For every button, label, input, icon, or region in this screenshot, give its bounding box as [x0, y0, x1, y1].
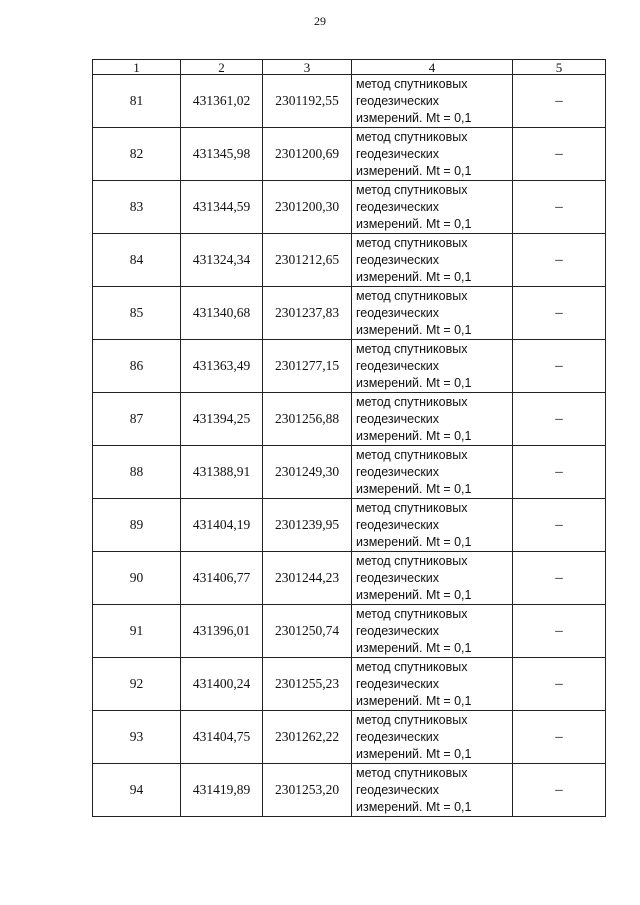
method-line: метод спутниковых	[356, 659, 468, 674]
point-number-cell: 84	[93, 234, 181, 287]
coordinate-y-cell: 2301200,69	[263, 128, 352, 181]
method-line: измерений. Mt = 0,1	[356, 375, 472, 390]
method-cell	[352, 499, 513, 552]
coordinate-y-cell: 2301250,74	[263, 605, 352, 658]
method-line: метод спутниковых	[356, 76, 468, 91]
method-line: геодезических	[356, 305, 440, 320]
note-cell: –	[513, 234, 606, 287]
note-cell: –	[513, 75, 606, 128]
coordinate-x-cell: 431419,89	[181, 764, 263, 817]
table-row	[93, 128, 606, 181]
coordinate-x-cell: 431394,25	[181, 393, 263, 446]
coordinate-y-cell: 2301255,23	[263, 658, 352, 711]
method-cell	[352, 605, 513, 658]
point-number-cell: 86	[93, 340, 181, 393]
coordinate-x-cell: 431345,98	[181, 128, 263, 181]
point-number-cell: 93	[93, 711, 181, 764]
method-cell	[352, 75, 513, 128]
method-cell	[352, 446, 513, 499]
method-cell	[352, 181, 513, 234]
method-line: метод спутниковых	[356, 712, 468, 727]
coordinate-y-cell: 2301212,65	[263, 234, 352, 287]
table-row	[93, 181, 606, 234]
method-line: геодезических	[356, 782, 440, 797]
method-line: измерений. Mt = 0,1	[356, 693, 472, 708]
column-header-5: 5	[513, 60, 606, 75]
coordinate-y-cell: 2301239,95	[263, 499, 352, 552]
method-line: измерений. Mt = 0,1	[356, 269, 472, 284]
column-header-3: 3	[263, 60, 352, 75]
method-line: метод спутниковых	[356, 606, 468, 621]
column-header-1: 1	[93, 60, 181, 75]
method-line: измерений. Mt = 0,1	[356, 428, 472, 443]
note-cell: –	[513, 128, 606, 181]
table-body	[93, 75, 606, 817]
method-line: геодезических	[356, 676, 440, 691]
coordinate-x-cell: 431404,19	[181, 499, 263, 552]
coordinate-y-cell: 2301256,88	[263, 393, 352, 446]
method-line: геодезических	[356, 146, 440, 161]
note-cell: –	[513, 552, 606, 605]
method-line: метод спутниковых	[356, 447, 468, 462]
point-number-cell: 88	[93, 446, 181, 499]
coordinate-y-cell: 2301192,55	[263, 75, 352, 128]
method-line: геодезических	[356, 411, 440, 426]
point-number-cell: 91	[93, 605, 181, 658]
method-cell	[352, 340, 513, 393]
coordinate-x-cell: 431388,91	[181, 446, 263, 499]
method-line: геодезических	[356, 252, 440, 267]
coordinate-x-cell: 431396,01	[181, 605, 263, 658]
table-row	[93, 393, 606, 446]
note-cell: –	[513, 711, 606, 764]
method-line: геодезических	[356, 93, 440, 108]
method-line: геодезических	[356, 199, 440, 214]
coordinate-x-cell: 431340,68	[181, 287, 263, 340]
method-cell	[352, 234, 513, 287]
method-line: геодезических	[356, 623, 440, 638]
note-cell: –	[513, 181, 606, 234]
point-number-cell: 90	[93, 552, 181, 605]
point-number-cell: 92	[93, 658, 181, 711]
coordinate-y-cell: 2301237,83	[263, 287, 352, 340]
method-line: измерений. Mt = 0,1	[356, 746, 472, 761]
method-line: метод спутниковых	[356, 765, 468, 780]
point-number-cell: 81	[93, 75, 181, 128]
method-line: измерений. Mt = 0,1	[356, 322, 472, 337]
method-line: измерений. Mt = 0,1	[356, 163, 472, 178]
table-row	[93, 287, 606, 340]
coordinate-y-cell: 2301244,23	[263, 552, 352, 605]
note-cell: –	[513, 764, 606, 817]
coordinate-x-cell: 431361,02	[181, 75, 263, 128]
point-number-cell: 89	[93, 499, 181, 552]
table-row	[93, 764, 606, 817]
coordinate-y-cell: 2301277,15	[263, 340, 352, 393]
table-row	[93, 340, 606, 393]
method-line: геодезических	[356, 570, 440, 585]
method-cell	[352, 711, 513, 764]
coordinate-y-cell: 2301200,30	[263, 181, 352, 234]
coordinates-table	[92, 59, 606, 817]
page-number: 29	[314, 14, 326, 28]
method-line: метод спутниковых	[356, 394, 468, 409]
method-line: измерений. Mt = 0,1	[356, 587, 472, 602]
coordinate-y-cell: 2301253,20	[263, 764, 352, 817]
point-number-cell: 94	[93, 764, 181, 817]
table-row	[93, 75, 606, 128]
note-cell: –	[513, 287, 606, 340]
method-line: геодезических	[356, 464, 440, 479]
coordinate-x-cell: 431344,59	[181, 181, 263, 234]
coordinate-y-cell: 2301262,22	[263, 711, 352, 764]
table-row	[93, 446, 606, 499]
coordinate-x-cell: 431406,77	[181, 552, 263, 605]
point-number-cell: 87	[93, 393, 181, 446]
method-line: измерений. Mt = 0,1	[356, 481, 472, 496]
method-line: метод спутниковых	[356, 182, 468, 197]
table-row	[93, 711, 606, 764]
table-row	[93, 552, 606, 605]
method-line: измерений. Mt = 0,1	[356, 534, 472, 549]
method-cell	[352, 287, 513, 340]
method-line: измерений. Mt = 0,1	[356, 799, 472, 814]
table-row	[93, 658, 606, 711]
method-line: геодезических	[356, 729, 440, 744]
note-cell: –	[513, 499, 606, 552]
method-line: измерений. Mt = 0,1	[356, 640, 472, 655]
point-number-cell: 82	[93, 128, 181, 181]
note-cell: –	[513, 340, 606, 393]
method-line: метод спутниковых	[356, 235, 468, 250]
column-header-4: 4	[352, 60, 513, 75]
method-line: метод спутниковых	[356, 553, 468, 568]
note-cell: –	[513, 658, 606, 711]
coordinate-x-cell: 431404,75	[181, 711, 263, 764]
method-line: измерений. Mt = 0,1	[356, 110, 472, 125]
method-cell	[352, 128, 513, 181]
method-line: геодезических	[356, 358, 440, 373]
table-row	[93, 499, 606, 552]
point-number-cell: 83	[93, 181, 181, 234]
column-header-2: 2	[181, 60, 263, 75]
coordinate-x-cell: 431363,49	[181, 340, 263, 393]
method-line: метод спутниковых	[356, 341, 468, 356]
coordinate-x-cell: 431324,34	[181, 234, 263, 287]
method-line: метод спутниковых	[356, 129, 468, 144]
coordinate-y-cell: 2301249,30	[263, 446, 352, 499]
table-row	[93, 605, 606, 658]
method-cell	[352, 552, 513, 605]
method-line: метод спутниковых	[356, 500, 468, 515]
table-header-row	[93, 60, 606, 75]
method-cell	[352, 658, 513, 711]
method-cell	[352, 393, 513, 446]
note-cell: –	[513, 393, 606, 446]
method-line: метод спутниковых	[356, 288, 468, 303]
method-cell	[352, 764, 513, 817]
point-number-cell: 85	[93, 287, 181, 340]
method-line: измерений. Mt = 0,1	[356, 216, 472, 231]
note-cell: –	[513, 446, 606, 499]
note-cell: –	[513, 605, 606, 658]
method-line: геодезических	[356, 517, 440, 532]
coordinate-x-cell: 431400,24	[181, 658, 263, 711]
table-row	[93, 234, 606, 287]
